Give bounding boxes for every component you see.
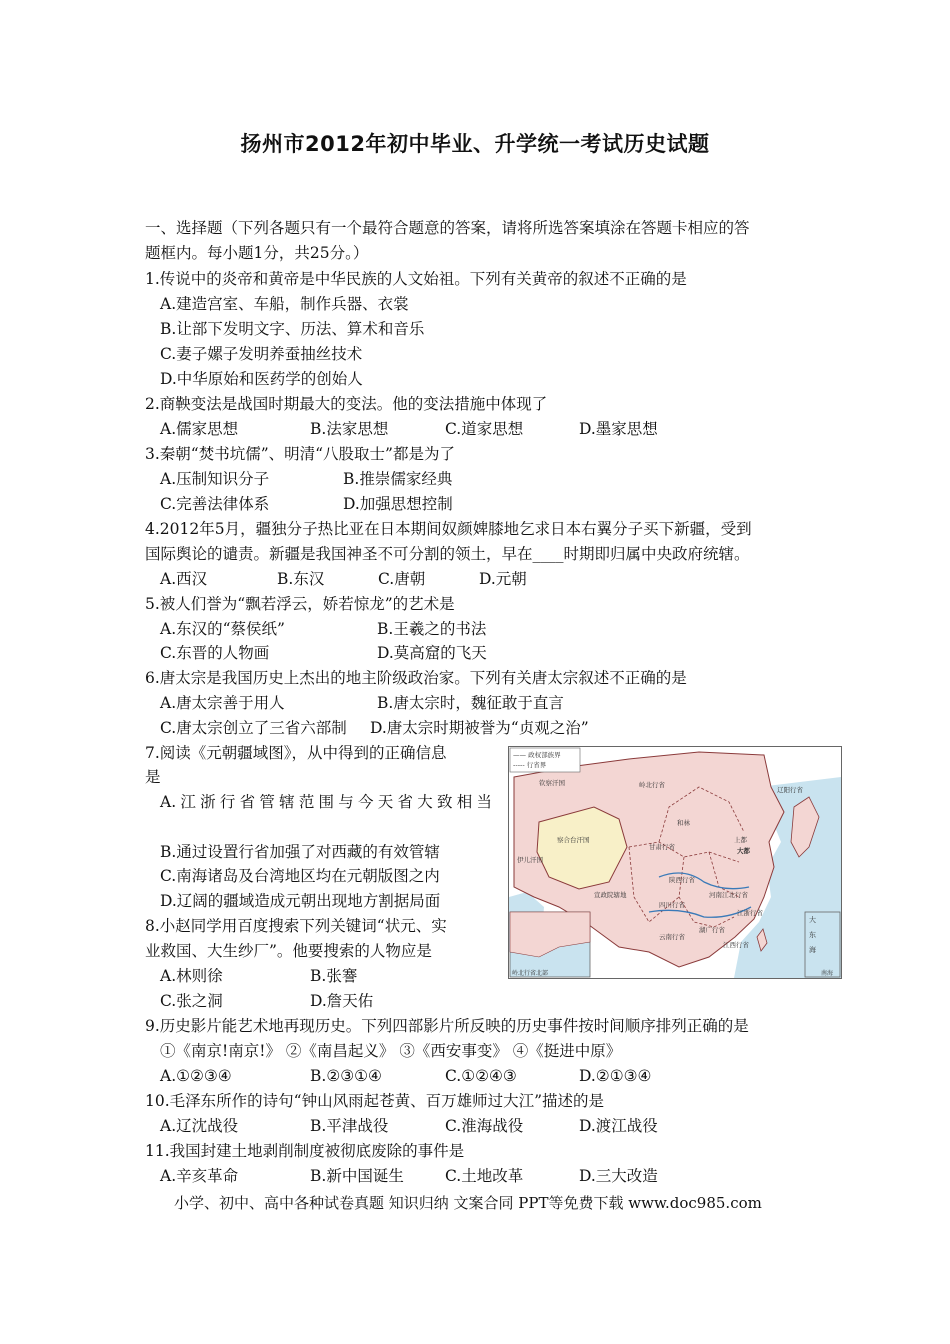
question-10-option-c: C.淮海战役 [445,1117,524,1135]
question-9-stem: 9.历史影片能艺术地再现历史。下列四部影片所反映的历史事件按时间顺序排列正确的是 [145,1017,749,1035]
question-9-films: ①《南京!南京!》 ②《南昌起义》 ③《西安事变》 ④《挺进中原》 [160,1042,622,1060]
label-ocean-2: 东 [809,931,816,939]
question-5-stem: 5.被人们誉为“飘若浮云，娇若惊龙”的艺术是 [145,595,455,613]
question-1-stem: 1.传说中的炎帝和黄帝是中华民族的人文始祖。下列有关黄帝的叙述不正确的是 [145,270,687,288]
question-8-option-a: A.林则徐 [160,967,223,985]
label-yunnan: 云南行省 [659,933,685,941]
question-6-option-b: B.唐太宗时，魏征敢于直言 [377,694,564,712]
question-7-option-d: D.辽阔的疆域造成元朝出现地方割据局面 [160,892,441,910]
question-9-option-d: D.②①③④ [579,1067,652,1085]
question-2-option-d: D.墨家思想 [579,420,658,438]
section-instructions-line1: 一、选择题（下列各题只有一个最符合题意的答案，请将所选答案填涂在答题卡相应的答 [145,219,750,237]
question-5-option-d: D.莫高窟的飞天 [377,644,487,662]
legend-line1: —— 政权部族界 [513,751,561,759]
label-ilkhanate: 伊儿汗国 [517,856,543,864]
label-jiangzhe: 江浙行省 [737,909,763,917]
yuan-dynasty-territory-map [508,746,842,979]
question-1-option-d: D.中华原始和医药学的创始人 [160,370,363,388]
label-lingbei: 岭北行省 [639,781,665,789]
label-sichuan: 四川行省 [659,901,685,909]
footer-ad: 小学、初中、高中各种试卷真题 知识归纳 文案合同 PPT等免费下载 www.doc985.com [174,1194,762,1212]
question-11-stem: 11.我国封建土地剥削制度被彻底废除的事件是 [145,1142,465,1160]
label-jiangxi: 江西行省 [723,941,749,949]
question-3-option-a: A.压制知识分子 [160,470,270,488]
label-ocean-3: 海 [809,946,816,954]
question-9-option-a: A.①②③④ [160,1067,232,1085]
label-gansu: 甘肃行省 [649,843,675,851]
question-3-option-d: D.加强思想控制 [343,495,453,513]
question-2-option-a: A.儒家思想 [160,420,239,438]
question-3-option-c: C.完善法律体系 [160,495,270,513]
question-6-option-d: D.唐太宗时期被誉为“贞观之治” [370,719,589,737]
question-2-stem: 2.商鞅变法是战国时期最大的变法。他的变法措施中体现了 [145,395,548,413]
legend-line2: ----- 行省界 [513,761,547,769]
label-kipchak: 钦察汗国 [539,779,565,787]
question-10-option-d: D.渡江战役 [579,1117,658,1135]
question-1-option-b: B.让部下发明文字、历法、算术和音乐 [160,320,425,338]
question-9-option-b: B.②③①④ [310,1067,382,1085]
question-10-stem: 10.毛泽东所作的诗句“钟山风雨起苍黄、百万雄师过大江”描述的是 [145,1092,605,1110]
question-8-option-c: C.张之洞 [160,992,223,1010]
question-7-stem-line2: 是 [145,768,161,786]
question-8-option-d: D.詹天佑 [310,992,374,1010]
question-4-option-a: A.西汉 [160,570,208,588]
question-5-option-a: A.东汉的“蔡侯纸” [160,620,285,638]
question-3-option-b: B.推崇儒家经典 [343,470,453,488]
label-henan: 河南江北行省 [709,891,748,899]
question-7-stem-line1: 7.阅读《元朝疆域图》，从中得到的正确信息 [145,744,447,762]
question-11-option-d: D.三大改造 [579,1167,658,1185]
question-2-option-c: C.道家思想 [445,420,524,438]
label-chagatai: 察合台汗国 [557,836,590,844]
question-2-option-b: B.法家思想 [310,420,389,438]
label-helin: 和林 [677,819,690,827]
label-shaanxi: 陕西行省 [669,876,695,884]
label-xuanzhengyuan: 宣政院辖地 [594,891,627,899]
question-7-option-c: C.南海诸岛及台湾地区均在元朝版图之内 [160,867,440,885]
question-10-option-a: A.辽沈战役 [160,1117,239,1135]
question-9-option-c: C.①②④③ [445,1067,517,1085]
question-4-option-d: D.元朝 [479,570,527,588]
section-instructions-line2: 题框内。每小题1分，共25分。） [145,244,369,262]
question-11-option-c: C.土地改革 [445,1167,524,1185]
map-graphic [509,747,841,978]
question-8-option-b: B.张謇 [310,967,358,985]
question-5-option-b: B.王羲之的书法 [377,620,487,638]
label-shangdu: 上都 [734,836,747,844]
label-dadu: 大都 [737,847,750,855]
question-4-option-b: B.东汉 [277,570,325,588]
label-nanhai: 南海 [821,970,834,977]
question-10-option-b: B.平津战役 [310,1117,389,1135]
question-1-option-a: A.建造宫室、车船，制作兵器、衣裳 [160,295,409,313]
question-4-option-c: C.唐朝 [378,570,426,588]
label-liaoyang: 辽阳行省 [777,786,803,794]
page-title: 扬州市2012年初中毕业、升学统一考试历史试题 [240,132,710,156]
label-ocean-1: 大 [809,916,816,924]
question-11-option-b: B.新中国诞生 [310,1167,404,1185]
question-11-option-a: A.辛亥革命 [160,1167,239,1185]
question-4-stem-line2: 国际舆论的谴责。新疆是我国神圣不可分割的领土，早在____时期即归属中央政府统辖。 [145,545,750,563]
question-8-stem-line2: 业救国、大生纱厂”。他要搜索的人物应是 [145,942,432,960]
question-4-stem-line1: 4.2012年5月，疆独分子热比亚在日本期间奴颜婢膝地乞求日本右翼分子买下新疆，受到 [145,520,752,538]
label-inset-north: 岭北行省北部 [512,970,549,977]
question-3-stem: 3.秦朝“焚书坑儒”、明清“八股取士”都是为了 [145,445,455,463]
question-1-option-c: C.妻子嫘子发明养蚕抽丝技术 [160,345,363,363]
label-huguang: 湖广行省 [699,926,725,934]
question-7-option-b: B.通过设置行省加强了对西藏的有效管辖 [160,843,440,861]
question-6-option-c: C.唐太宗创立了三省六部制 [160,719,347,737]
question-6-option-a: A.唐太宗善于用人 [160,694,285,712]
question-7-option-a: A.江浙行省管辖范围与今天省大致相当 [160,793,492,811]
question-8-stem-line1: 8.小赵同学用百度搜索下列关键词“状元、实 [145,917,447,935]
question-5-option-c: C.东晋的人物画 [160,644,270,662]
question-6-stem: 6.唐太宗是我国历史上杰出的地主阶级政治家。下列有关唐太宗叙述不正确的是 [145,669,687,687]
